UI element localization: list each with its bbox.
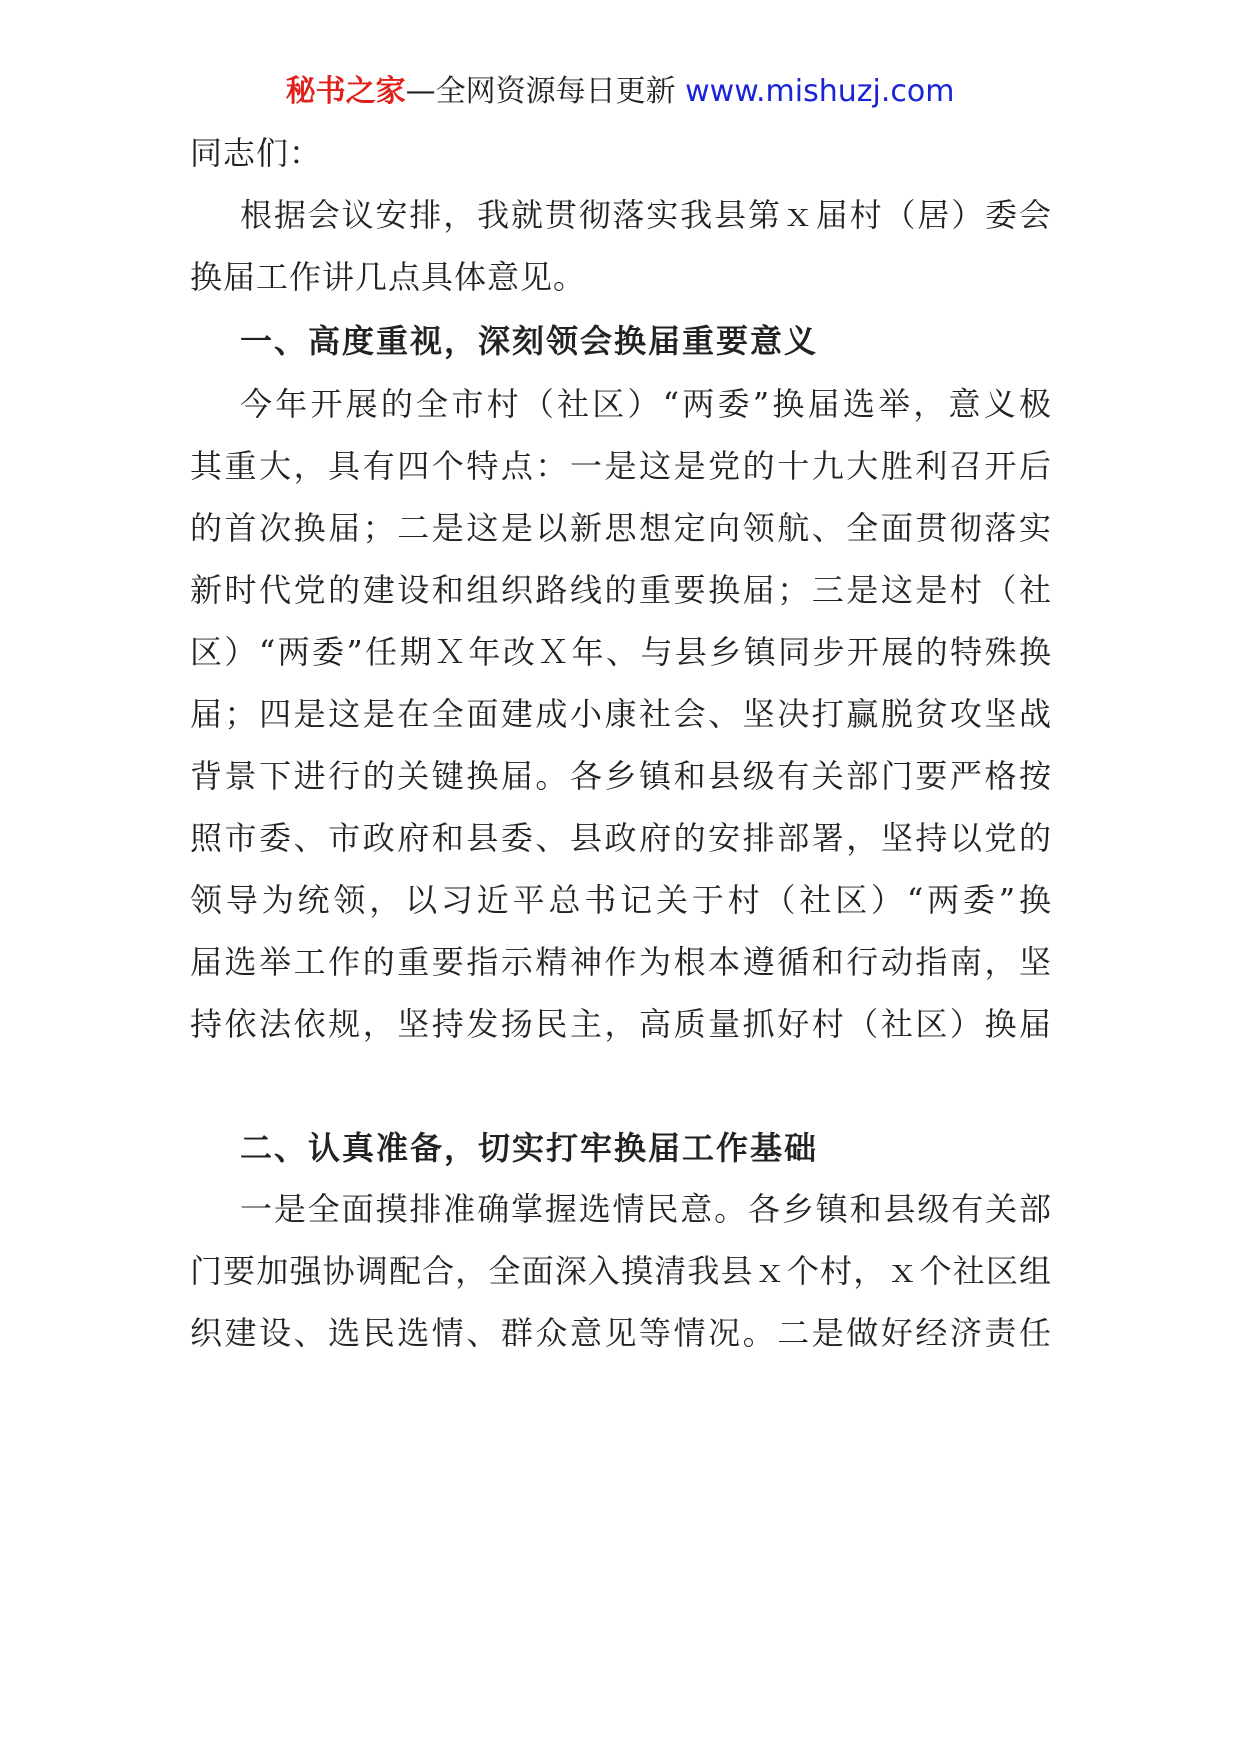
banner-url-link[interactable]: www.mishuzj.com [685, 74, 955, 109]
intro-line: 根据会议安排，我就贯彻落实我县第ｘ届村（居）委会 [240, 196, 1052, 234]
paragraph-line: 持依法依规，坚持发扬民主，高质量抓好村（社区）换届 [190, 1005, 1052, 1043]
banner-slogan: —全网资源每日更新 [405, 74, 676, 109]
intro-line: 换届工作讲几点具体意见。 [190, 258, 587, 296]
site-banner [0, 70, 1240, 114]
section-heading-2: 二、认真准备，切实打牢换届工作基础 [240, 1129, 819, 1167]
paragraph-line: 领导为统领，以习近平总书记关于村（社区）“两委”换 [190, 881, 1052, 919]
paragraph-line: 其重大，具有四个特点：一是这是党的十九大胜利召开后 [190, 447, 1052, 485]
paragraph-line: 今年开展的全市村（社区）“两委”换届选举，意义极 [240, 385, 1052, 423]
banner-brand: 秘书之家 [285, 74, 406, 109]
paragraph-line: 新时代党的建设和组织路线的重要换届；三是这是村（社 [190, 571, 1052, 609]
paragraph-line: 届选举工作的重要指示精神作为根本遵循和行动指南，坚 [190, 943, 1052, 981]
paragraph-line: 一是全面摸排准确掌握选情民意。各乡镇和县级有关部 [240, 1190, 1052, 1228]
paragraph-line: 区）“两委”任期Ｘ年改Ｘ年、与县乡镇同步开展的特殊换 [190, 633, 1052, 671]
greeting: 同志们： [190, 134, 323, 172]
paragraph-line: 届；四是这是在全面建成小康社会、坚决打赢脱贫攻坚战 [190, 695, 1052, 733]
paragraph-line: 门要加强协调配合，全面深入摸清我县ｘ个村，ｘ个社区组 [190, 1252, 1052, 1290]
section-heading-1: 一、高度重视，深刻领会换届重要意义 [240, 322, 819, 360]
paragraph-line: 照市委、市政府和县委、县政府的安排部署，坚持以党的 [190, 819, 1052, 857]
paragraph-line: 的首次换届；二是这是以新思想定向领航、全面贯彻落实 [190, 509, 1052, 547]
paragraph-line: 织建设、选民选情、群众意见等情况。二是做好经济责任 [190, 1314, 1052, 1352]
paragraph-line: 背景下进行的关键换届。各乡镇和县级有关部门要严格按 [190, 757, 1052, 795]
